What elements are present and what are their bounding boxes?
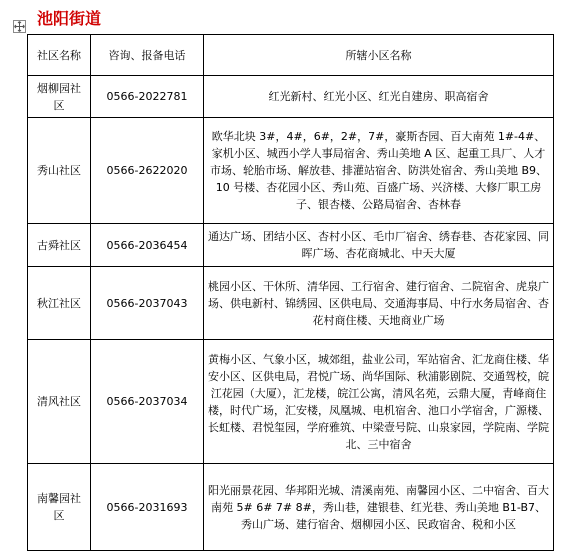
community-name: 秋江社区	[28, 267, 91, 340]
table-row	[28, 76, 554, 118]
table-header-row	[28, 35, 554, 76]
header-community: 社区名称	[28, 35, 91, 76]
phone-number: 0566-2036454	[91, 224, 204, 267]
area-list: 桃园小区、干休所、清华园、工行宿舍、建行宿舍、二院宿舍、虎泉广场、供电新村、锦绣园、区供电局、交通海事局、中行水务局宿舍、杏花村商住楼、天地商业广场	[204, 267, 554, 340]
phone-number: 0566-2037034	[91, 340, 204, 464]
table-row	[28, 224, 554, 267]
community-name: 南馨园社区	[28, 464, 91, 551]
phone-number: 0566-2031693	[91, 464, 204, 551]
area-list: 通达广场、团结小区、杏村小区、毛巾厂宿舍、绣春巷、杏花家园、同晖广场、杏花商城北、中天大厦	[204, 224, 554, 267]
community-table	[27, 34, 554, 551]
phone-number: 0566-2022781	[91, 76, 204, 118]
community-name: 清风社区	[28, 340, 91, 464]
area-list: 黄梅小区、气象小区，城郊组，盐业公司，军站宿舍、汇龙商住楼、华安小区、区供电局，君悦广场、尚华国际、秋浦影剧院、交通驾校，皖江花园（大厦），汇龙楼，皖江公寓，清风名苑，云鼎大厦，青峰商住楼，时代广场，汇安楼，凤凰城、电机宿舍、池口小学宿舍，广源楼、长虹楼、君悦玺园，学府雅筑、中梁壹号院、山泉家园，学院南、学院北、三中宿舍	[204, 340, 554, 464]
table-row	[28, 464, 554, 551]
table-row	[28, 118, 554, 224]
table-row	[28, 340, 554, 464]
area-list: 阳光丽景花园、华邦阳光城、清溪南苑、南馨园小区、二中宿舍、百大南苑 5# 6# 7# 8#，秀山巷，建银巷、红光巷、秀山美地 B1-B7、秀山广场、建行宿舍、烟柳园小区、民政宿舍、税和小区	[204, 464, 554, 551]
community-name: 秀山社区	[28, 118, 91, 224]
page-title: 池阳街道	[37, 9, 102, 28]
phone-number: 0566-2037043	[91, 267, 204, 340]
header-phone: 咨询、报备电话	[91, 35, 204, 76]
community-name: 古舜社区	[28, 224, 91, 267]
area-list: 欧华北块 3#，4#，6#，2#，7#，豪斯杏园、百大南苑 1#-4#、家机小区、城西小学人事局宿舍、秀山美地 A 区、起重工具厂、人才市场、轮胎市场、解放巷、排灌站宿舍、防洪处宿舍、秀山美地 B9、10 号楼、杏花园小区、秀山苑、百盛广场、兴济楼、大修厂职工房子、银杏楼、公路局宿舍、杏林春	[204, 118, 554, 224]
header-areas: 所辖小区名称	[204, 35, 554, 76]
area-list: 红光新村、红光小区、红光自建房、职高宿舍	[204, 76, 554, 118]
community-name: 烟柳园社区	[28, 76, 91, 118]
phone-number: 0566-2622020	[91, 118, 204, 224]
move-arrows-icon[interactable]	[13, 20, 26, 33]
table-row	[28, 267, 554, 340]
